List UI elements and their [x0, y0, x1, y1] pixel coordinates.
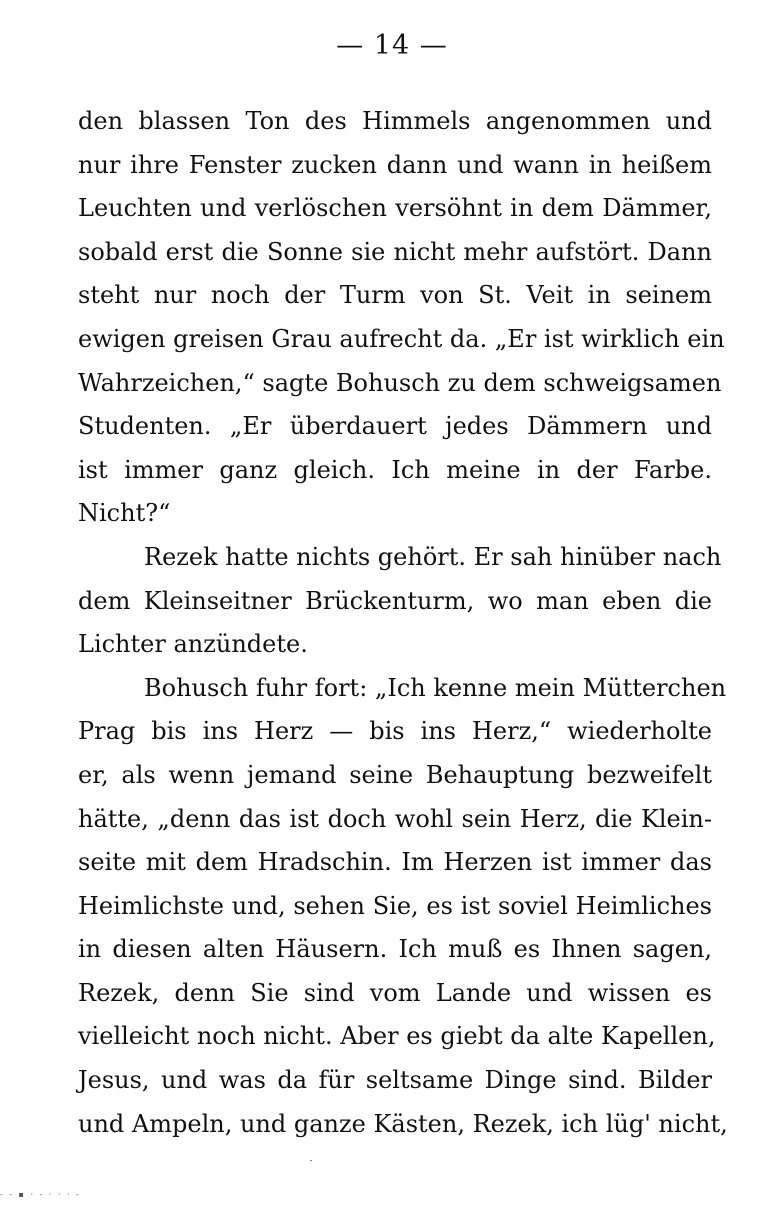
text-line: seite mit dem Hradschin. Im Herzen ist immer das: [78, 848, 712, 877]
body-text: [78, 100, 728, 1146]
scan-edge-mark: - - ▪ · - · · · -: [0, 1190, 81, 1199]
text-line: in diesen alten Häusern. Ich muß es Ihnen sagen,: [78, 935, 712, 964]
text-line: dem Kleinseitner Brückenturm, wo man eben die: [78, 586, 712, 615]
text-line: ewigen greisen Grau aufrecht da. „Er ist wirklich ein: [78, 324, 725, 353]
text-line: Rezek hatte nichts gehört. Er sah hinüber nach: [144, 542, 722, 571]
text-line: nur ihre Fenster zucken dann und wann in heißem: [78, 150, 712, 179]
text-line: ist immer ganz gleich. Ich meine in der Farbe.: [78, 455, 712, 484]
text-line: Bohusch fuhr fort: „Ich kenne mein Mütterchen: [144, 673, 727, 702]
text-line: Heimlichste und, sehen Sie, es ist soviel Heimliches: [78, 891, 712, 920]
text-line: den blassen Ton des Himmels angenommen und: [78, 107, 712, 135]
text-line: Nicht?“: [78, 499, 171, 528]
text-line: Wahrzeichen,“ sagte Bohusch zu dem schweigsamen: [78, 368, 722, 397]
text-line: vielleicht noch nicht. Aber es giebt da alte Kapellen,: [78, 1022, 716, 1051]
text-line: Studenten. „Er überdauert jedes Dämmern und: [78, 412, 712, 441]
text-line: Rezek, denn Sie sind vom Lande und wissen es: [78, 978, 712, 1007]
text-line: Leuchten und verlöschen versöhnt in dem Dämmer,: [78, 194, 712, 223]
text-line: sobald erst die Sonne sie nicht mehr aufstört. Dann: [78, 237, 712, 266]
text-line: und Ampeln, und ganze Kästen, Rezek, ich lüg' nicht,: [78, 1109, 728, 1138]
text-line: Jesus, und was da für seltsame Dinge sind. Bilder: [78, 1066, 712, 1095]
page-number: — 14 —: [336, 30, 448, 61]
text-line: Prag bis ins Herz — bis ins Herz,“ wiederholte: [78, 717, 712, 746]
print-speck: [310, 1160, 312, 1161]
text-line: hätte, „denn das ist doch wohl sein Herz, die Klein-: [78, 804, 712, 833]
text-line: er, als wenn jemand seine Behauptung bezweifelt: [78, 760, 712, 789]
text-line: steht nur noch der Turm von St. Veit in seinem: [78, 281, 712, 310]
text-line: Lichter anzündete.: [78, 630, 308, 659]
